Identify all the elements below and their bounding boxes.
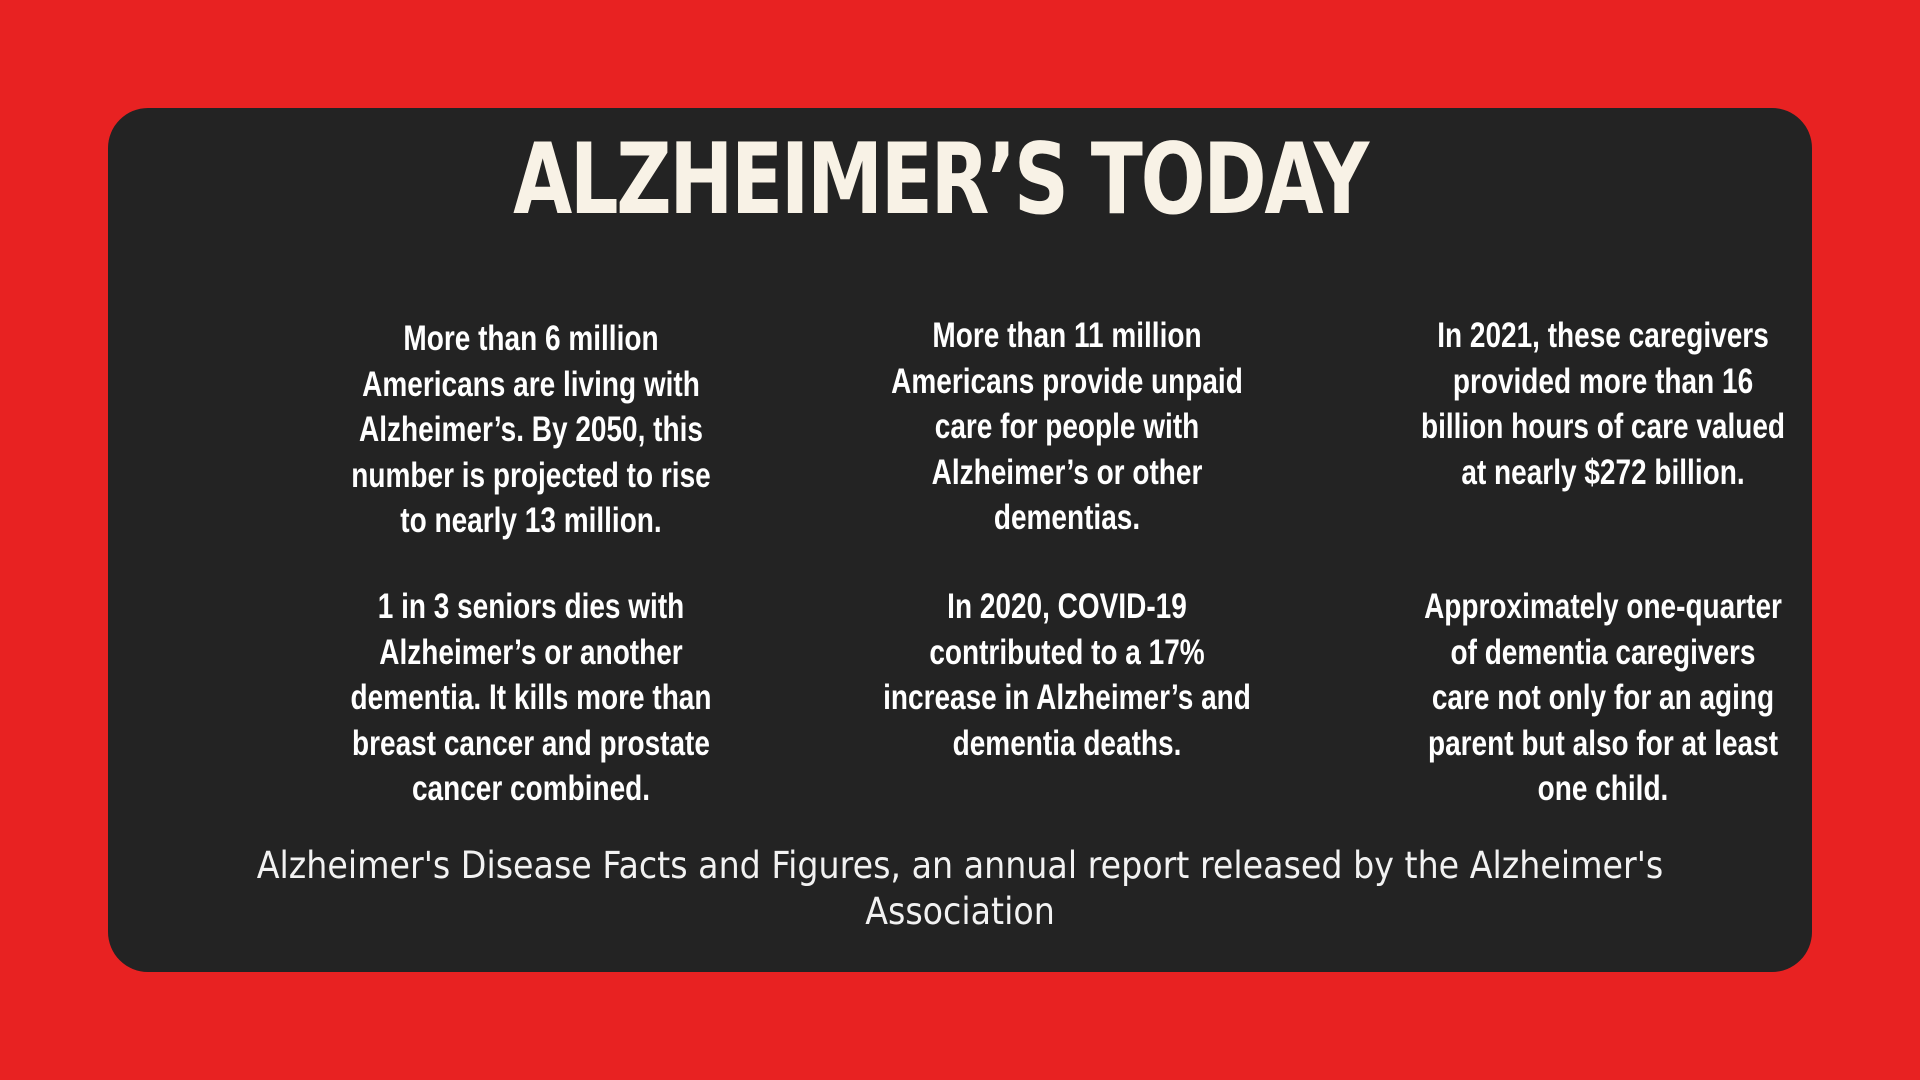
info-card bbox=[108, 108, 1812, 972]
fact-senior-deaths: 1 in 3 seniors dies with Alzheimer’s or another dementia. It kills more than breast cancer and prostate cancer combined. bbox=[350, 587, 712, 808]
source-citation: Alzheimer's Disease Facts and Figures, an annual report released by the Alzheimer's Association bbox=[256, 844, 1664, 933]
fact-sandwich-caregivers: Approximately one-quarter of dementia caregivers care not only for an aging parent but also for at least one child. bbox=[1424, 587, 1782, 808]
page-title: ALZHEIMER’S TODAY bbox=[513, 123, 1367, 237]
fact-hours-of-care: In 2021, these caregivers provided more than 16 billion hours of care valued at nearly $272 billion. bbox=[1420, 316, 1786, 492]
fact-unpaid-caregivers: More than 11 million Americans provide unpaid care for people with Alzheimer’s or other dementias. bbox=[891, 316, 1243, 537]
fact-alzheimers-prevalence: More than 6 million Americans are living with Alzheimer’s. By 2050, this number is projected to rise to nearly 13 million. bbox=[351, 319, 711, 540]
fact-covid-increase: In 2020, COVID-19 contributed to a 17% increase in Alzheimer’s and dementia deaths. bbox=[883, 587, 1251, 763]
